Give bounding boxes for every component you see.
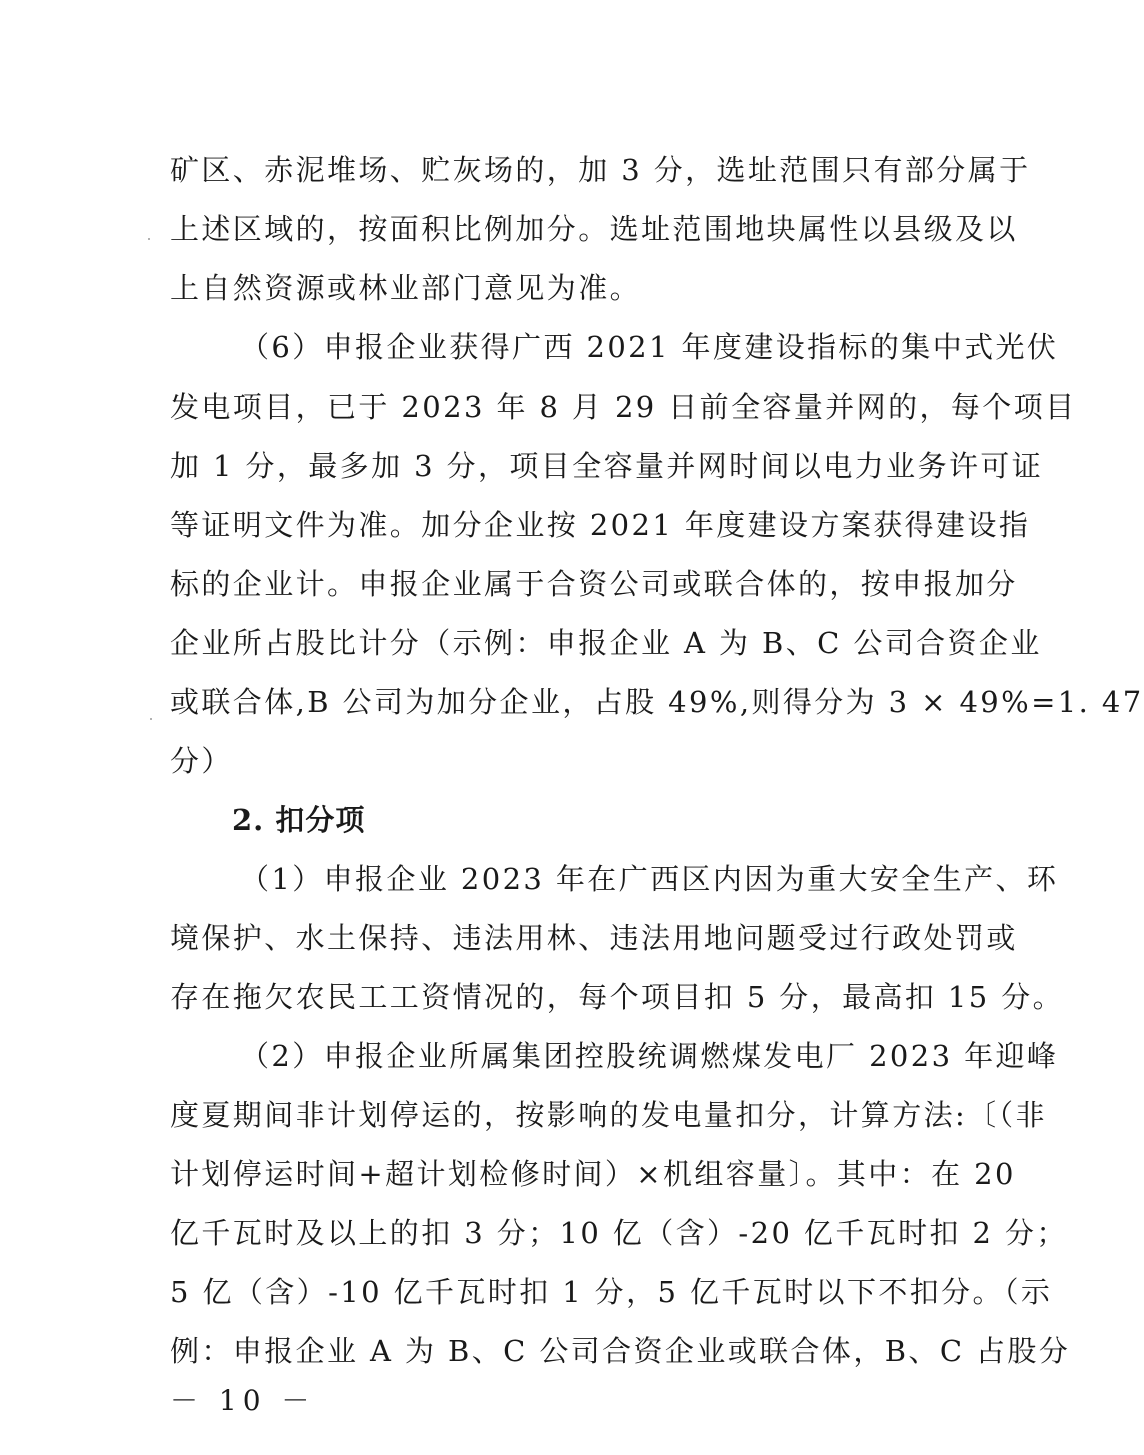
text-line-2: 上述区域的，按面积比例加分。选址范围地块属性以县级及以 — [170, 212, 1018, 246]
text-line-7: 等证明文件为准。加分企业按 2021 年度建设方案获得建设指 — [170, 508, 1031, 542]
text-line-6: 加 1 分，最多加 3 分，项目全容量并网时间以电力业务许可证 — [170, 449, 1044, 483]
text-line-19: 亿千瓦时及以上的扣 3 分；10 亿（含）-20 亿千瓦时扣 2 分； — [170, 1216, 1068, 1250]
text-line-4: （6）申报企业获得广西 2021 年度建设指标的集中式光伏 — [240, 330, 1059, 364]
text-line-8: 标的企业计。申报企业属于合资公司或联合体的，按申报加分 — [170, 567, 1018, 601]
text-line-20: 5 亿（含）-10 亿千瓦时扣 1 分，5 亿千瓦时以下不扣分。（示 — [170, 1275, 1053, 1309]
text-line-5: 发电项目，已于 2023 年 8 月 29 日前全容量并网的，每个项目 — [170, 390, 1077, 424]
text-line-16: （2）申报企业所属集团控股统调燃煤发电厂 2023 年迎峰 — [240, 1039, 1059, 1073]
text-line-13: （1）申报企业 2023 年在广西区内因为重大安全生产、环 — [240, 862, 1059, 896]
text-line-9: 企业所占股比计分（示例：申报企业 A 为 B、C 公司合资企业 — [170, 626, 1042, 660]
text-line-21: 例：申报企业 A 为 B、C 公司合资企业或联合体，B、C 占股分 — [170, 1334, 1071, 1368]
text-line-1: 矿区、赤泥堆场、贮灰场的，加 3 分，选址范围只有部分属于 — [170, 153, 1031, 187]
page-number: － 10 － — [170, 1384, 316, 1417]
text-line-10: 或联合体,B 公司为加分企业，占股 49%,则得分为 3 × 49%=1. 47 — [170, 685, 1144, 719]
text-line-3: 上自然资源或林业部门意见为准。 — [170, 271, 642, 305]
scan-speck — [148, 238, 150, 240]
text-line-11: 分） — [170, 744, 233, 778]
scan-speck — [150, 718, 152, 720]
text-line-14: 境保护、水土保持、违法用林、违法用地问题受过行政处罚或 — [170, 921, 1018, 955]
text-line-15: 存在拖欠农民工工资情况的，每个项目扣 5 分，最高扣 15 分。 — [170, 980, 1065, 1014]
section-heading: 2. 扣分项 — [232, 803, 366, 837]
text-line-17: 度夏期间非计划停运的，按影响的发电量扣分，计算方法:〔（非 — [170, 1098, 1047, 1132]
text-line-18: 计划停运时间+超计划检修时间）×机组容量〕。其中：在 20 — [170, 1157, 1016, 1191]
